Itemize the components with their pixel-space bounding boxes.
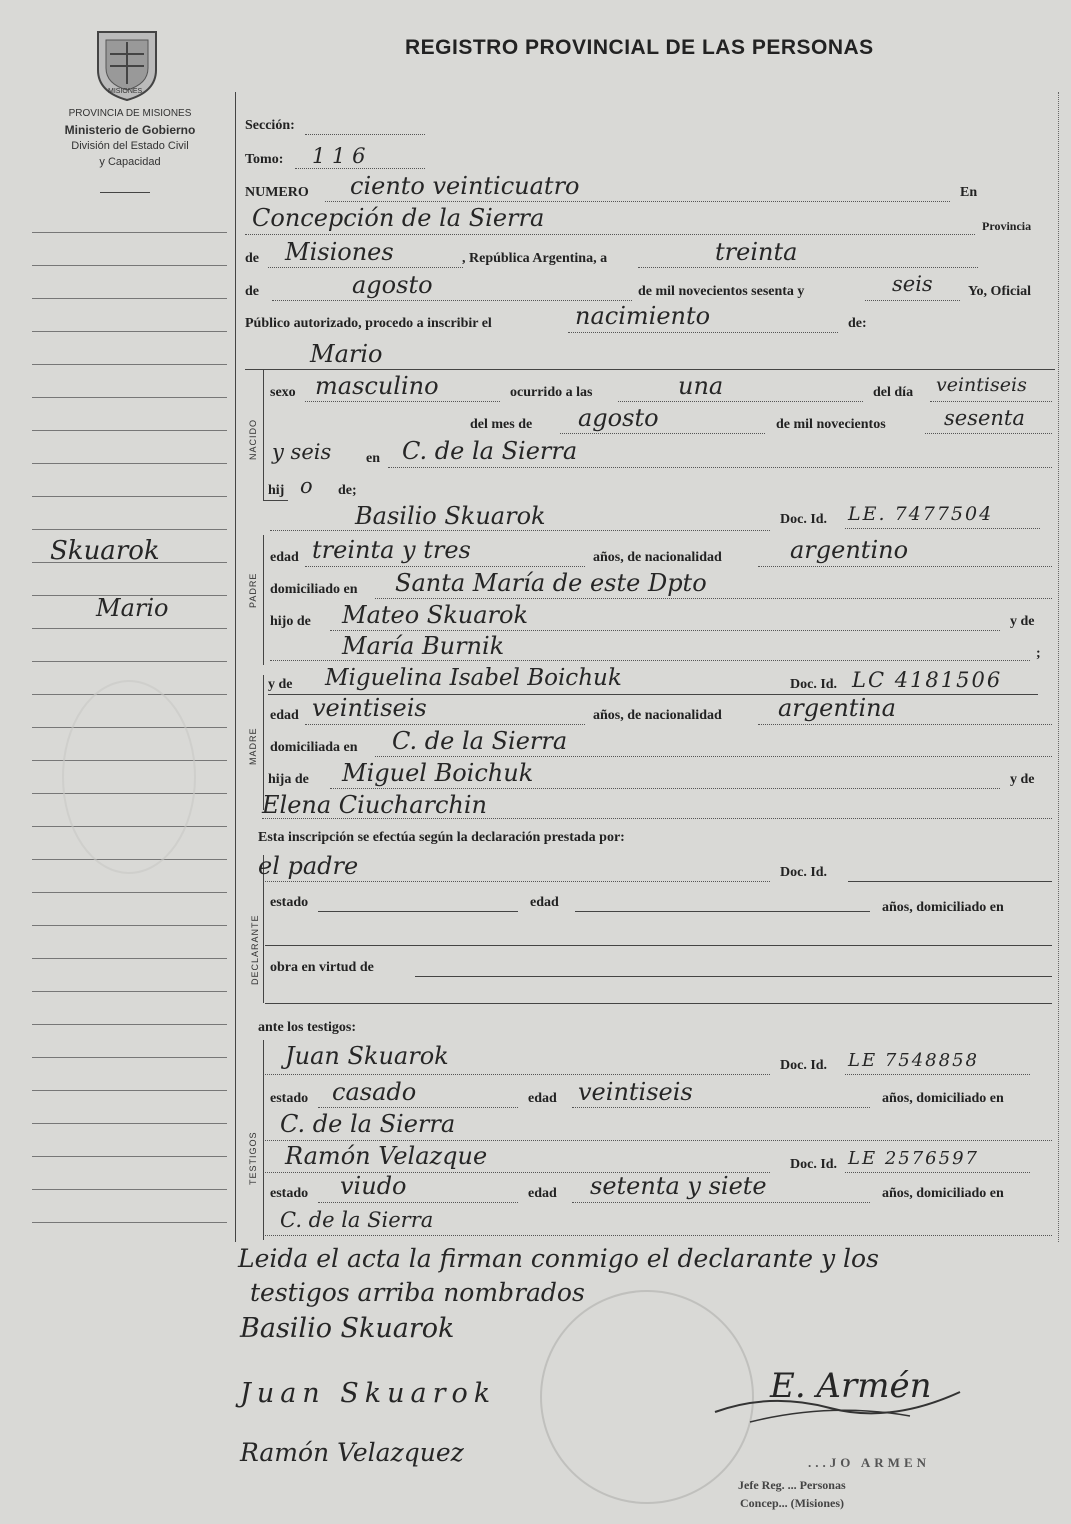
madre-edad-label: edad [270, 708, 299, 723]
stamp-place: Concep... (Misiones) [740, 1496, 844, 1510]
madre-padre: Miguel Boichuk [342, 759, 534, 787]
padre-padre: Mateo Skuarok [342, 601, 529, 629]
semicolon-label: ; [1036, 646, 1041, 661]
de-semi-label: de; [338, 483, 357, 498]
right-border [1058, 92, 1059, 1242]
de-label-2: de [245, 284, 259, 299]
witness-2-estado-label: estado [270, 1186, 309, 1201]
madre-label: MADRE [248, 727, 258, 765]
capacity-label: y Capacidad [99, 156, 161, 168]
witness-1-edad: veintiseis [578, 1078, 693, 1106]
stamp-title: Jefe Reg. ... Personas [738, 1478, 846, 1492]
sexo-value: masculino [315, 372, 439, 400]
division-label: División del Estado Civil [71, 140, 189, 152]
testigos-label: TESTIGOS [248, 1131, 258, 1185]
padre-edad-label: edad [270, 550, 299, 565]
madre-y-de-label-2: y de [1010, 772, 1035, 787]
witness-1-doc-label: Doc. Id. [780, 1058, 828, 1073]
declarante-doc-label: Doc. Id. [780, 865, 828, 880]
de-mil-nov-label: de mil novecientos [776, 417, 886, 432]
witness-1-nombre: Juan Skuarok [285, 1042, 449, 1070]
padre-doc-value: LE. 7477504 [848, 503, 994, 525]
padre-hijo-label: hijo de [270, 614, 311, 629]
madre-hija-label: hija de [268, 772, 309, 787]
signature-flourish-icon [710, 1372, 970, 1432]
provincia-label: Provincia [982, 219, 1032, 233]
witness-2-doc: LE 2576597 [848, 1148, 979, 1169]
provincia-value: Misiones [285, 238, 394, 266]
signature-1: Basilio Skuarok [240, 1313, 455, 1344]
testigos-bracket [263, 1040, 264, 1240]
tomo-value: 1 1 6 [312, 144, 366, 168]
document-title: REGISTRO PROVINCIAL DE LAS PERSONAS [405, 36, 874, 59]
nacido-nombre: Mario [310, 340, 383, 368]
declarante-label: DECLARANTE [250, 914, 260, 985]
closing-line-2: testigos arriba nombrados [250, 1278, 585, 1307]
witness-2-nombre: Ramón Velazque [285, 1142, 488, 1170]
witness-2-edad: setenta y siete [590, 1172, 767, 1200]
province-label: PROVINCIA DE MISIONES [68, 108, 192, 119]
ocurrido-label: ocurrido a las [510, 385, 593, 400]
closing-line-1: Leida el acta la firman conmigo el declarante y los [238, 1244, 879, 1273]
padre-nacionalidad: argentino [790, 536, 909, 564]
ano-nacido-value: sesenta [944, 406, 1025, 430]
padre-anos-label: años, de nacionalidad [593, 550, 722, 565]
madre-anos-label: años, de nacionalidad [593, 708, 722, 723]
mes-nacido-value: agosto [578, 404, 659, 432]
ante-label: ante los testigos: [258, 1020, 356, 1035]
madre-nacionalidad: argentina [778, 694, 896, 722]
publico-label: Público autorizado, procedo a inscribir el [245, 316, 492, 331]
tomo-label: Tomo: [245, 152, 284, 167]
signature-2: Juan Skuarok [240, 1378, 497, 1409]
margin-surname: Skuarok [50, 536, 160, 566]
seccion-label: Sección: [245, 118, 295, 133]
ano-nacido-cont: y seis [272, 440, 332, 464]
nacido-label: NACIDO [248, 418, 258, 460]
witness-1-estado: casado [332, 1078, 417, 1106]
madre-doc-value: LC 4181506 [852, 668, 1003, 692]
declarante-nombre: el padre [258, 852, 359, 880]
madre-bracket [263, 675, 264, 810]
nacido-bracket [263, 370, 264, 500]
yo-oficial-label: Yo, Oficial [968, 284, 1031, 299]
localidad-value: Concepción de la Sierra [252, 204, 545, 232]
padre-domicilio-label: domiciliado en [270, 582, 358, 597]
witness-1-estado-label: estado [270, 1091, 309, 1106]
madre-domicilio-label: domiciliada en [270, 740, 358, 755]
acto-value: nacimiento [575, 302, 711, 330]
dia-value: treinta [715, 238, 798, 266]
signature-3: Ramón Velazquez [240, 1438, 464, 1467]
madre-domicilio: C. de la Sierra [392, 727, 568, 755]
madre-edad-value: veintiseis [312, 694, 427, 722]
witness-2-edad-label: edad [528, 1186, 557, 1201]
emblem-text: MISIONES [108, 88, 143, 95]
padre-edad-value: treinta y tres [312, 536, 471, 564]
del-mes-label: del mes de [470, 417, 533, 432]
witness-2-domicilio: C. de la Sierra [280, 1208, 434, 1232]
madre-madre: Elena Ciucharchin [262, 791, 487, 819]
de-label: de [245, 251, 259, 266]
header-divider [100, 192, 150, 193]
en-lower-label: en [366, 451, 380, 466]
witness-1-doc: LE 7548858 [848, 1050, 979, 1071]
witness-1-edad-label: edad [528, 1091, 557, 1106]
hora-value: una [678, 372, 724, 400]
hijo-value: o [300, 474, 313, 498]
declarante-edad-label: edad [530, 895, 559, 910]
official-signature: E. Armén [770, 1366, 932, 1406]
inscripcion-label: Esta inscripción se efectúa según la declaración prestada por: [258, 830, 625, 845]
witness-2-estado: viudo [340, 1172, 407, 1200]
numero-value: ciento veinticuatro [350, 172, 580, 200]
hijo-label: hij [268, 483, 285, 498]
madre-nombre: Miguelina Isabel Boichuk [325, 665, 622, 691]
padre-madre: María Burnik [342, 632, 505, 660]
witness-2-doc-label: Doc. Id. [790, 1157, 838, 1172]
stamp-name: ...JO ARMEN [808, 1455, 930, 1470]
declarante-estado-label: estado [270, 895, 309, 910]
de-mil-label: de mil novecientos sesenta y [638, 284, 805, 299]
witness-2-anos-label: años, domiciliado en [882, 1186, 1004, 1201]
declarante-anos-label: años, domiciliado en [882, 900, 1004, 915]
faint-seal-icon [62, 680, 196, 874]
witness-1-anos-label: años, domiciliado en [882, 1091, 1004, 1106]
dia-nacido-value: veintiseis [936, 374, 1027, 396]
margin-given-name: Mario [96, 594, 169, 622]
padre-domicilio: Santa María de este Dpto [395, 569, 707, 597]
witness-1-domicilio: C. de la Sierra [280, 1110, 456, 1138]
republica-label: , República Argentina, a [462, 251, 608, 266]
main-column-border [235, 92, 236, 1242]
ano-value: seis [892, 272, 933, 296]
obra-label: obra en virtud de [270, 960, 374, 975]
en-label: En [960, 185, 978, 200]
madre-y-de-label: y de [268, 677, 293, 692]
numero-label: NUMERO [245, 185, 309, 200]
padre-y-de-label: y de [1010, 614, 1035, 629]
padre-bracket [263, 535, 264, 665]
sexo-label: sexo [270, 385, 296, 400]
lugar-nacido-value: C. de la Sierra [402, 437, 578, 465]
del-dia-label: del día [873, 385, 914, 400]
padre-doc-label: Doc. Id. [780, 512, 828, 527]
mes-value: agosto [352, 271, 433, 299]
padre-label: PADRE [248, 572, 258, 608]
padre-nombre: Basilio Skuarok [355, 502, 546, 530]
ministry-label: Ministerio de Gobierno [64, 123, 196, 137]
de-colon-label: de: [848, 316, 867, 331]
madre-doc-label: Doc. Id. [790, 677, 838, 692]
